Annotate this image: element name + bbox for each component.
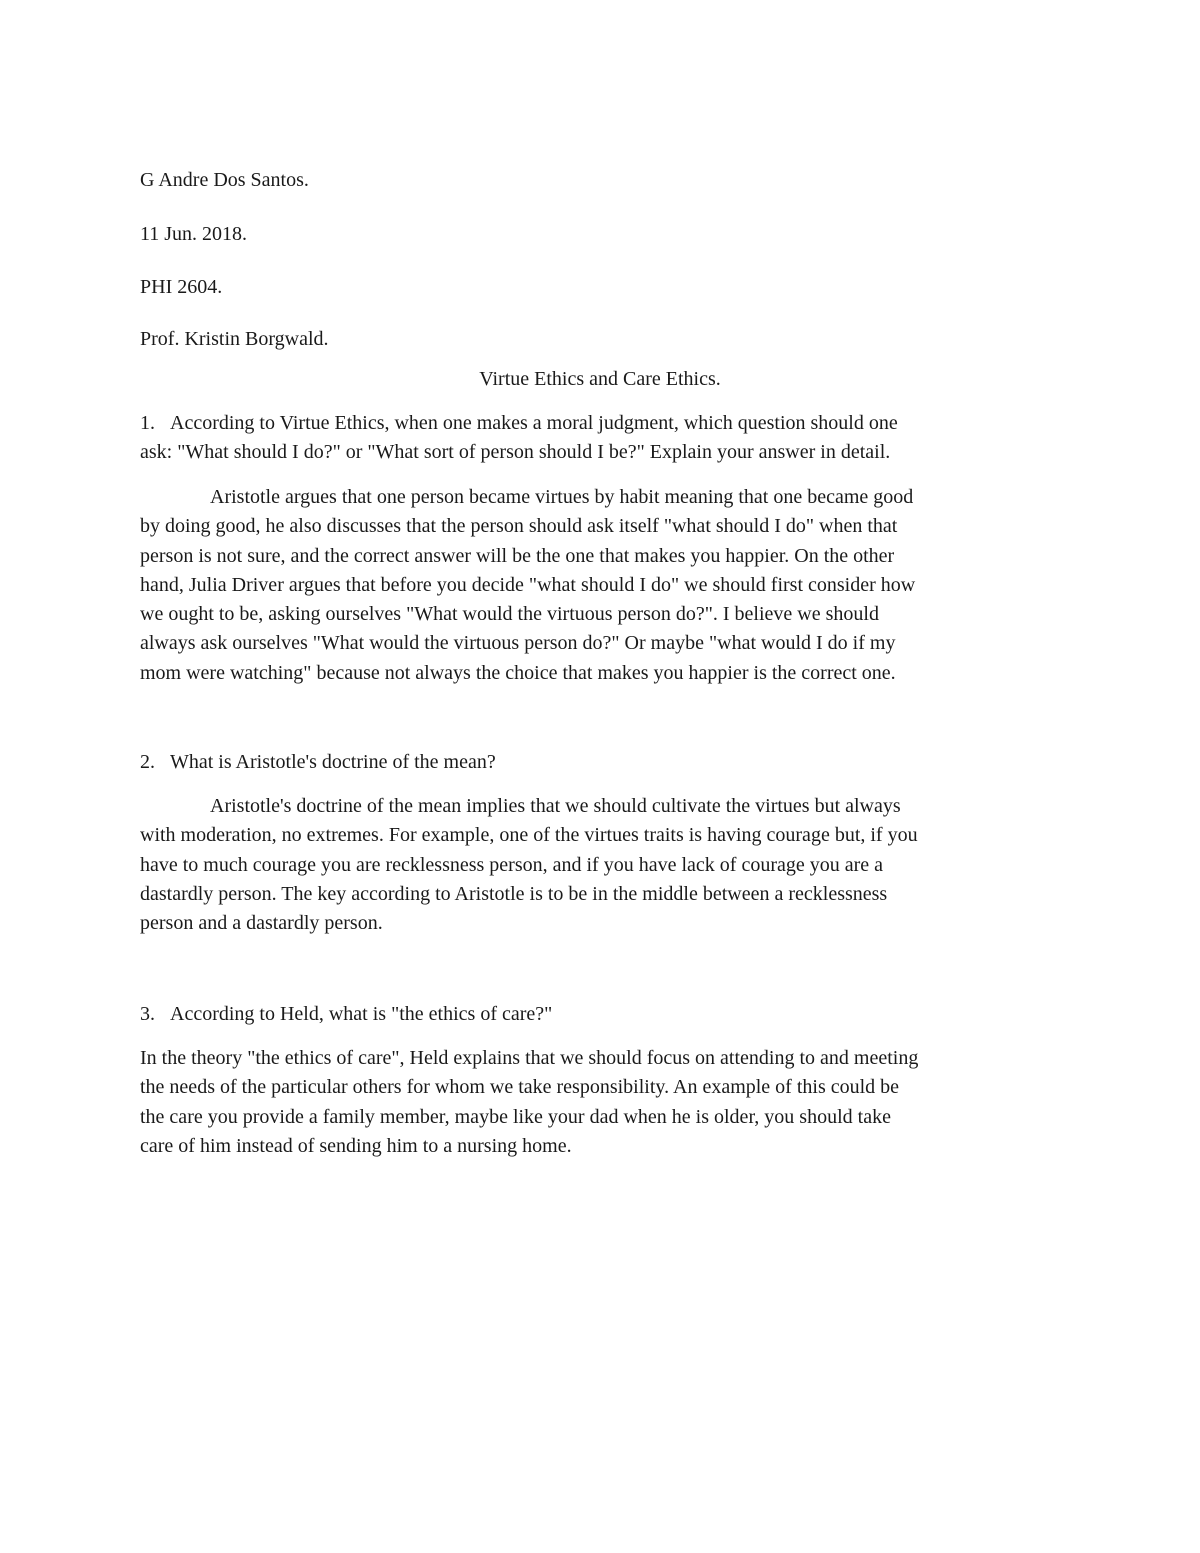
question-2	[140, 748, 1060, 777]
answer-line: have to much courage you are recklessness person, and if you have lack of courage you are a	[140, 853, 884, 876]
answer-line: dastardly person. The key according to Aristotle is to be in the middle between a recklessness	[140, 882, 888, 905]
question-number: 2.	[140, 751, 155, 773]
answer-line: mom were watching" because not always the choice that makes you happier is the correct one.	[140, 661, 896, 684]
answer-1	[140, 483, 1060, 688]
question-1	[140, 409, 1060, 468]
answer-line: hand, Julia Driver argues that before you decide "what should I do" we should first consider how	[140, 573, 916, 596]
student-name: G Andre Dos Santos.	[140, 169, 309, 191]
answer-line: we ought to be, asking ourselves "What would the virtuous person do?". I believe we should	[140, 603, 879, 626]
question-3	[140, 1000, 1060, 1029]
question-line: ask: "What should I do?" or "What sort of person should I be?" Explain your answer in detail.	[140, 441, 891, 464]
question-number: 3.	[140, 1003, 155, 1025]
professor-name: Prof. Kristin Borgwald.	[140, 328, 329, 350]
answer-line: the care you provide a family member, maybe like your dad when he is older, you should take	[140, 1105, 891, 1128]
answer-line: care of him instead of sending him to a nursing home.	[140, 1134, 572, 1157]
answer-3	[140, 1044, 1060, 1161]
answer-line: the needs of the particular others for whom we take responsibility. An example of this could be	[140, 1076, 900, 1099]
answer-line: In the theory "the ethics of care", Held explains that we should focus on attending to and meeting	[140, 1047, 919, 1069]
answer-line: Aristotle argues that one person became virtues by habit meaning that one became good	[210, 486, 914, 508]
answer-line: person and a dastardly person.	[140, 912, 383, 935]
answer-line: Aristotle's doctrine of the mean implies that we should cultivate the virtues but always	[210, 795, 901, 817]
answer-line: with moderation, no extremes. For example, one of the virtues traits is having courage but, if you	[140, 824, 918, 847]
answer-line: always ask ourselves "What would the virtuous person do?" Or maybe "what would I do if my	[140, 632, 896, 655]
answer-line: by doing good, he also discusses that the person should ask itself "what should I do" when that	[140, 515, 898, 538]
question-number: 1.	[140, 412, 155, 434]
document-title: Virtue Ethics and Care Ethics.	[479, 368, 721, 390]
question-line: What is Aristotle's doctrine of the mean?	[170, 751, 496, 773]
question-line: According to Held, what is "the ethics of care?"	[170, 1003, 553, 1025]
course-code: PHI 2604.	[140, 276, 223, 298]
question-line: According to Virtue Ethics, when one makes a moral judgment, which question should one	[170, 412, 898, 434]
answer-2	[140, 792, 1060, 938]
submission-date: 11 Jun. 2018.	[140, 223, 248, 245]
answer-line: person is not sure, and the correct answer will be the one that makes you happier. On the other	[140, 544, 895, 567]
